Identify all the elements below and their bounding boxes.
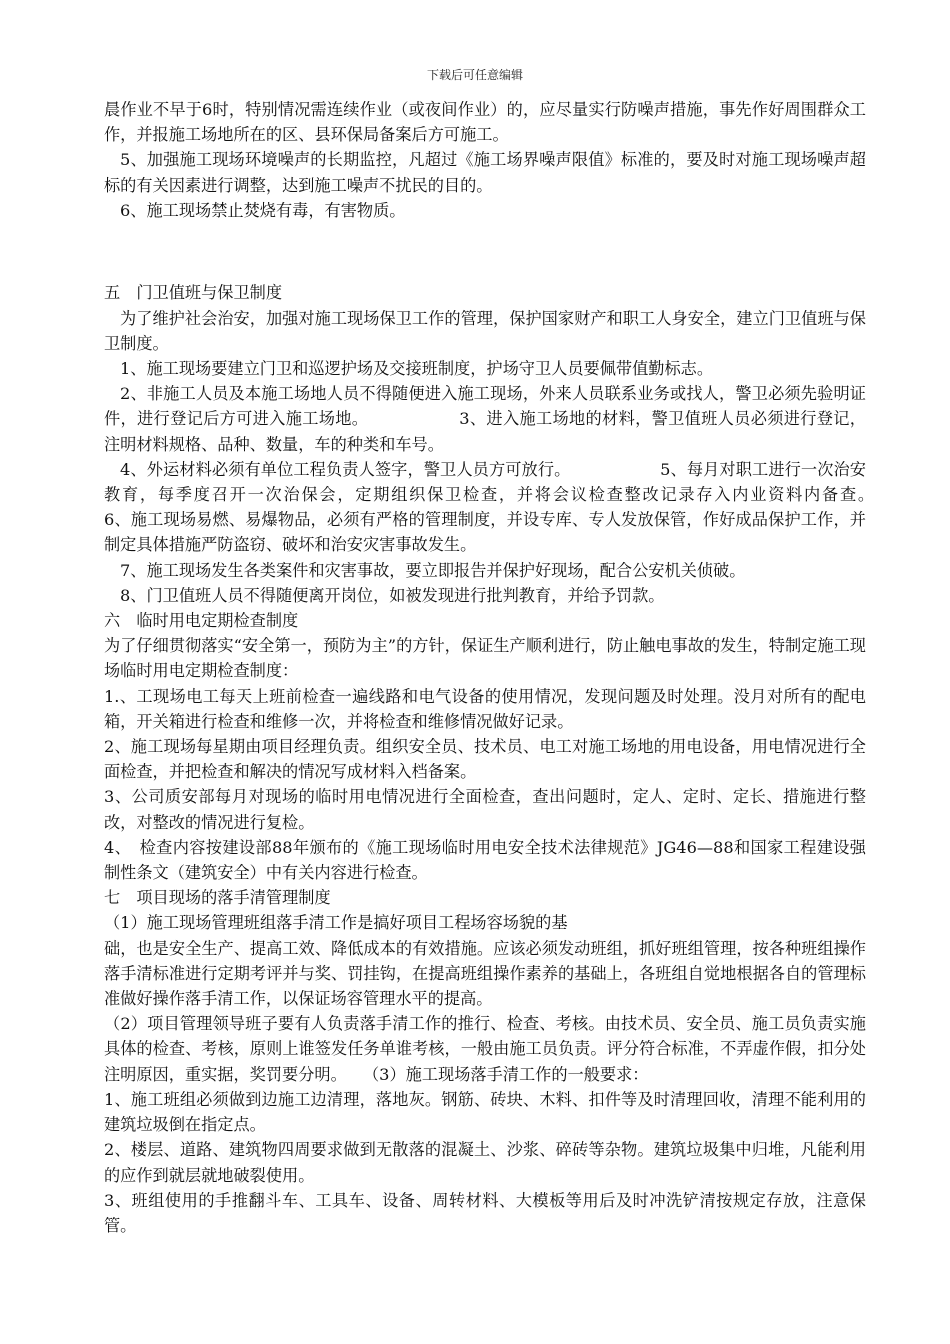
paragraph: 1、施工班组必须做到边施工边清理，落地灰。钢筋、砖块、木料、扣件等及时清理回收，清理不能利用的建筑垃圾倒在指定点。: [104, 1089, 866, 1135]
paragraph: 4、外运材料必须有单位工程负责人签字，警卫人员方可放行。 5、每月对职工进行一次治安教育，每季度召开一次治保会，定期组织保卫检查，并将会议检查整改记录存入内业资料内备查。 6、施工现场易燃、易爆物品，必须有严格的管理制度，并设专库、专人发放保管，作好成品保护工作，并制定具体措施严防盗窃、破坏和治安灾害事故发生。: [104, 459, 947, 555]
section-heading: 六 临时用电定期检查制度: [104, 611, 299, 631]
paragraph: 3、班组使用的手推翻斗车、工具车、设备、周转材料、大模板等用后及时冲洗铲清按规定存放，注意保管。: [104, 1190, 866, 1235]
blank-line: [104, 239, 866, 264]
paragraph: （2）项目管理领导班子要有人负责落手清工作的推行、检查、考核。由技术员、安全员、施工员负责实施具体的检查、考核，原则上谁签发任务单谁考核，一般由施工员负责。评分符合标准，不弄虚作假，扣分处注明原因，重实据，奖罚要分明。 （3）施工现场落手清工作的一般要求：: [104, 1014, 866, 1084]
section-heading: 五 门卫值班与保卫制度: [104, 283, 283, 303]
paragraph: 2、施工现场每星期由项目经理负责。组织安全员、技术员、电工对施工场地的用电设备，用电情况进行全面检查，并把检查和解决的情况写成材料入档备案。: [104, 737, 866, 782]
paragraph: 1、施工现场要建立门卫和巡逻护场及交接班制度，护场守卫人员要佩带值勤标志。: [120, 359, 714, 378]
paragraph: 为了仔细贯彻落实“安全第一，预防为主”的方针，保证生产顺利进行，防止触电事故的发生，特制定施工现场临时用电定期检查制度：: [104, 636, 866, 681]
paragraph: （1）施工现场管理班组落手清工作是搞好项目工程场容场貌的基: [104, 913, 568, 933]
paragraph: 8、门卫值班人员不得随便离开岗位，如被发现进行批判教育，并给予罚款。: [120, 585, 665, 605]
paragraph: 7、施工现场发生各类案件和灾害事故，要立即报告并保护好现场，配合公安机关侦破。: [120, 560, 746, 580]
document-body: [104, 97, 947, 1238]
paragraph: 为了维护社会治安，加强对施工现场保卫工作的管理，保护国家财产和职工人身安全，建立门卫值班与保卫制度。: [104, 308, 866, 353]
paragraph: 5、加强施工现场环境噪声的长期监控，凡超过《施工场界噪声限值》标准的，要及时对施工现场噪声超标的有关因素进行调整，达到施工噪声不扰民的目的。: [104, 150, 866, 195]
section-heading: 七 项目现场的落手清管理制度: [104, 888, 331, 908]
paragraph: 2、非施工人员及本施工场地人员不得随便进入施工现场，外来人员联系业务或找人，警卫必须先验明证件，进行登记后方可进入施工场地。 3、进入施工场地的材料，警卫值班人员必须进行登记，注明材料规格、品种、数量，车的种类和车号。: [104, 384, 866, 454]
page-header-note: 下载后可任意编辑: [426, 68, 523, 82]
paragraph: 1.、工现场电工每天上班前检查一遍线路和电气设备的使用情况，发现问题及时处理。没月对所有的配电箱，开关箱进行检查和维修一次，并将检查和维修情况做好记录。: [104, 686, 866, 731]
paragraph: 3、公司质安部每月对现场的临时用电情况进行全面检查，查出问题时，定人、定时、定长、措施进行整改，对整改的情况进行复检。: [104, 787, 866, 832]
paragraph: 础，也是安全生产、提高工效、降低成本的有效措施。应该必须发动班组，抓好班组管理，按各种班组操作落手清标准进行定期考评并与奖、罚挂钩，在提高班组操作素养的基础上，各班组自觉地根据各自的管理标准做好操作落手清工作，以保证场容管理水平的提高。: [104, 938, 866, 1009]
paragraph: 6、施工现场禁止焚烧有毒，有害物质。: [120, 200, 406, 220]
paragraph: 2、楼层、道路、建筑物四周要求做到无散落的混凝土、沙浆、碎砖等杂物。建筑垃圾集中归堆，凡能利用的应作到就层就地破裂使用。: [104, 1140, 866, 1185]
paragraph: 4、 检查内容按建设部88年颁布的《施工现场临时用电安全技术法律规范》JG46—88和国家工程建设强制性条文（建筑安全）中有关内容进行检查。: [104, 837, 866, 883]
paragraph: 晨作业不早于6时，特别情况需连续作业（或夜间作业）的，应尽量实行防噪声措施，事先作好周围群众工作，并报施工场地所在的区、县环保局备案后方可施工。: [104, 100, 866, 145]
